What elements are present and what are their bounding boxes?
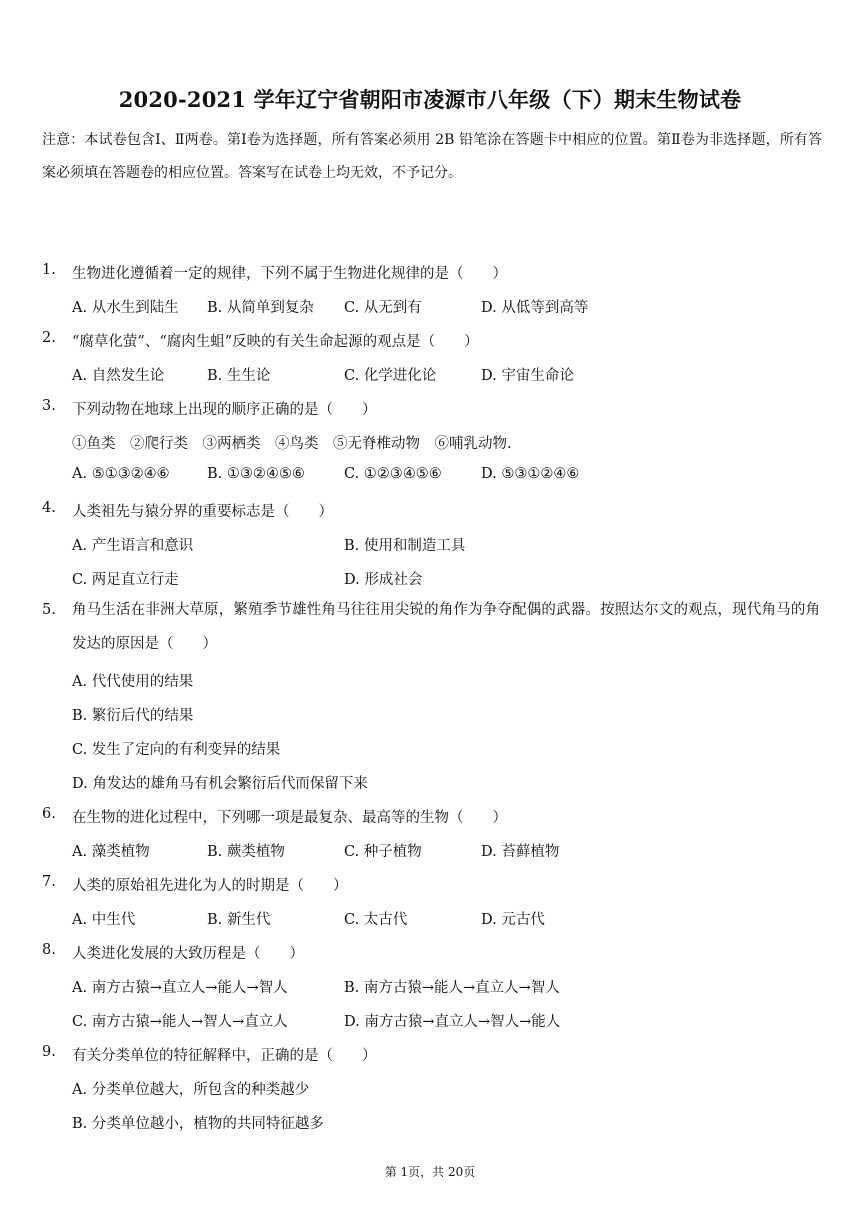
- option-b: B. 蕨类植物: [207, 844, 285, 860]
- question-number: 4.: [42, 500, 56, 516]
- question-number: 9.: [42, 1044, 56, 1060]
- notice-text: 注意：本试卷包含Ⅰ、Ⅱ两卷。第Ⅰ卷为选择题，所有答案必须用 2B 铅笔涂在答题卡中相应的位置。第Ⅱ卷为非选择题，所有答案必须填在答题卷的相应位置。答案写在试卷上均无效，不予记分。: [42, 132, 822, 181]
- option-a: A. ⑤①③②④⑥: [72, 466, 170, 482]
- question-number: 7.: [42, 874, 56, 890]
- option-a: A. 自然发生论: [72, 368, 165, 384]
- option-d: D. ⑤③①②④⑥: [481, 466, 580, 482]
- option-a: A. 从水生到陆生: [72, 300, 179, 316]
- option-c: C. 种子植物: [344, 844, 422, 860]
- option-c: C. 南方古猿→能人→智人→直立人: [72, 1014, 288, 1030]
- question-extra: ①鱼类 ②爬行类 ③两栖类 ④鸟类 ⑤无脊椎动物 ⑥哺乳动物.: [72, 436, 512, 452]
- question-text: 生物进化遵循着一定的规律，下列不属于生物进化规律的是（ ）: [72, 266, 507, 282]
- question-text: 人类的原始祖先进化为人的时期是（ ）: [72, 878, 348, 894]
- option-a: A. 分类单位越大，所包含的种类越少: [72, 1082, 310, 1098]
- option-c: C. 化学进化论: [344, 368, 437, 384]
- option-b: B. 南方古猿→能人→直立人→智人: [344, 980, 560, 996]
- question-text: 在生物的进化过程中，下列哪一项是最复杂、最高等的生物（ ）: [72, 810, 507, 826]
- question-text: 角马生活在非洲大草原，繁殖季节雄性角马往往用尖锐的角作为争夺配偶的武器。按照达尔文的观点，现代角马的角发达的原因是（ ）: [72, 602, 820, 652]
- option-d: D. 形成社会: [344, 572, 423, 588]
- question-text: 人类进化发展的大致历程是（ ）: [72, 946, 304, 962]
- option-a: A. 藻类植物: [72, 844, 150, 860]
- option-a: A. 产生语言和意识: [72, 538, 194, 554]
- question-number: 5.: [42, 602, 56, 618]
- question-number: 2.: [42, 330, 56, 346]
- option-b: B. 分类单位越小，植物的共同特征越多: [72, 1116, 324, 1132]
- option-c: C. 两足直立行走: [72, 572, 179, 588]
- option-b: B. 使用和制造工具: [344, 538, 466, 554]
- option-d: D. 宇宙生命论: [481, 368, 574, 384]
- option-a: A. 南方古猿→直立人→能人→智人: [72, 980, 288, 996]
- option-c: C. ①②③④⑤⑥: [344, 466, 442, 482]
- question-text: “腐草化萤”、“腐肉生蛆”反映的有关生命起源的观点是（ ）: [72, 334, 479, 350]
- option-b: B. 新生代: [207, 912, 271, 928]
- option-d: D. 南方古猿→直立人→智人→能人: [344, 1014, 561, 1030]
- question-text: 人类祖先与猿分界的重要标志是（ ）: [72, 504, 333, 520]
- question-text: 下列动物在地球上出现的顺序正确的是（ ）: [72, 402, 377, 418]
- question-text: 有关分类单位的特征解释中，正确的是（ ）: [72, 1048, 377, 1064]
- option-b: B. 从简单到复杂: [207, 300, 314, 316]
- question-number: 1.: [42, 262, 56, 278]
- option-b: B. ①③②④⑤⑥: [207, 466, 305, 482]
- option-c: C. 太古代: [344, 912, 408, 928]
- option-d: D. 从低等到高等: [481, 300, 589, 316]
- option-d: D. 角发达的雄角马有机会繁衍后代而保留下来: [72, 776, 368, 792]
- question-number: 6.: [42, 806, 56, 822]
- page-title: 2020-2021 学年辽宁省朝阳市凌源市八年级（下）期末生物试卷: [118, 87, 742, 112]
- option-c: C. 发生了定向的有利变异的结果: [72, 742, 281, 758]
- option-d: D. 元古代: [481, 912, 545, 928]
- question-number: 8.: [42, 942, 56, 958]
- option-b: B. 生生论: [207, 368, 271, 384]
- option-a: A. 中生代: [72, 912, 136, 928]
- option-d: D. 苔藓植物: [481, 844, 560, 860]
- option-a: A. 代代使用的结果: [72, 674, 194, 690]
- question-number: 3.: [42, 398, 56, 414]
- page-footer: 第 1页，共 20页: [384, 1165, 476, 1179]
- option-c: C. 从无到有: [344, 300, 422, 316]
- option-b: B. 繁衍后代的结果: [72, 708, 194, 724]
